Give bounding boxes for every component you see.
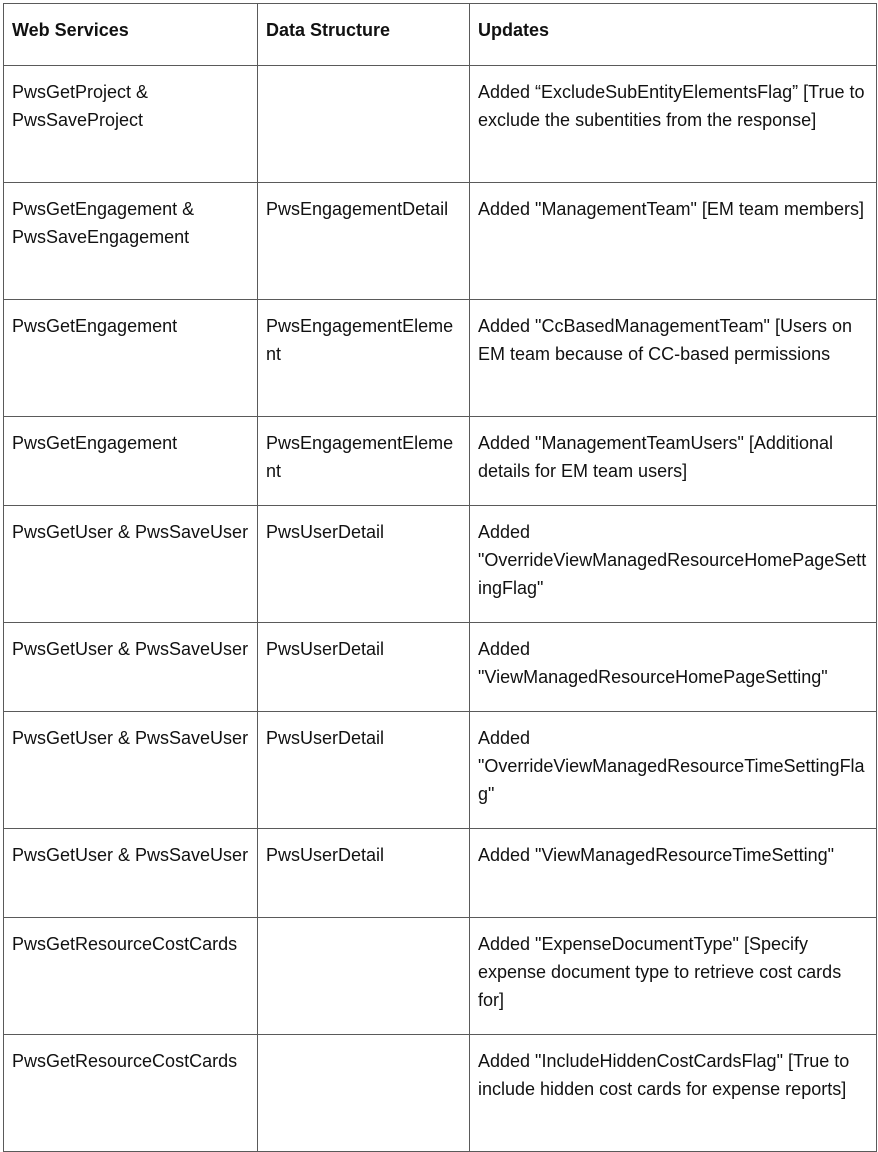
updates-cell: Added “ExcludeSubEntityElementsFlag” [True to exclude the subentities from the response] [470,66,877,183]
web-service-cell: PwsGetEngagement [4,417,258,506]
web-service-cell: PwsGetUser & PwsSaveUser [4,506,258,623]
header-updates: Updates [470,4,877,66]
table-row [4,183,877,300]
updates-cell: Added "OverrideViewManagedResourceTimeSettingFlag" [470,712,877,829]
web-service-cell: PwsGetResourceCostCards [4,1035,258,1152]
updates-cell: Added "ManagementTeam" [EM team members] [470,183,877,300]
data-structure-cell: PwsEngagementElement [258,417,470,506]
updates-table [3,3,877,1152]
table-row [4,829,877,918]
data-structure-cell [258,918,470,1035]
web-service-cell: PwsGetUser & PwsSaveUser [4,712,258,829]
updates-cell: Added "ViewManagedResourceHomePageSetting" [470,623,877,712]
data-structure-cell: PwsUserDetail [258,623,470,712]
table-row [4,1035,877,1152]
web-service-cell: PwsGetResourceCostCards [4,918,258,1035]
web-service-cell: PwsGetEngagement & PwsSaveEngagement [4,183,258,300]
data-structure-cell: PwsUserDetail [258,829,470,918]
web-service-cell: PwsGetUser & PwsSaveUser [4,623,258,712]
data-structure-cell [258,1035,470,1152]
data-structure-cell: PwsEngagementElement [258,300,470,417]
updates-cell: Added "ExpenseDocumentType" [Specify expense document type to retrieve cost cards for] [470,918,877,1035]
table-row [4,918,877,1035]
web-service-cell: PwsGetEngagement [4,300,258,417]
table-row [4,417,877,506]
table-header-row [4,4,877,66]
data-structure-cell: PwsEngagementDetail [258,183,470,300]
data-structure-cell [258,66,470,183]
table-row [4,506,877,623]
table-row [4,623,877,712]
web-service-cell: PwsGetProject & PwsSaveProject [4,66,258,183]
data-structure-cell: PwsUserDetail [258,506,470,623]
updates-cell: Added "OverrideViewManagedResourceHomePageSettingFlag" [470,506,877,623]
table-row [4,66,877,183]
updates-cell: Added "ManagementTeamUsers" [Additional details for EM team users] [470,417,877,506]
updates-cell: Added "CcBasedManagementTeam" [Users on EM team because of CC-based permissions [470,300,877,417]
header-data-structure: Data Structure [258,4,470,66]
updates-cell: Added "IncludeHiddenCostCardsFlag" [True to include hidden cost cards for expense reports] [470,1035,877,1152]
data-structure-cell: PwsUserDetail [258,712,470,829]
updates-cell: Added "ViewManagedResourceTimeSetting" [470,829,877,918]
table-row [4,300,877,417]
table-row [4,712,877,829]
web-service-cell: PwsGetUser & PwsSaveUser [4,829,258,918]
header-web-services: Web Services [4,4,258,66]
